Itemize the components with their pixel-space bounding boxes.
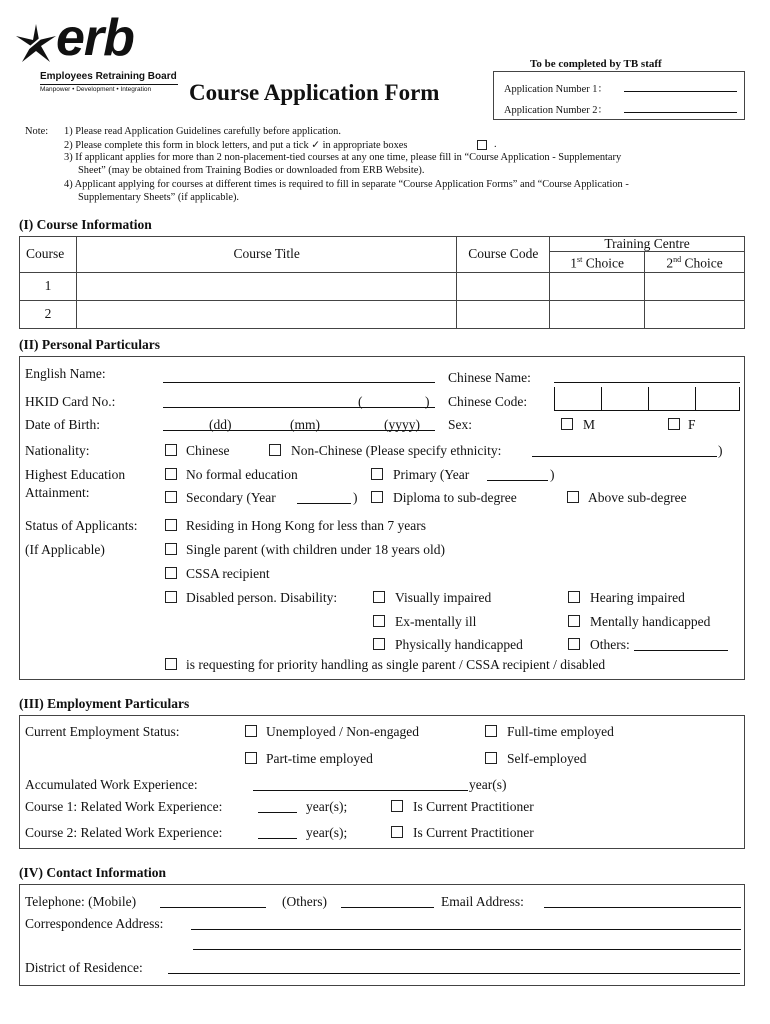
staff-box-heading: To be completed by TB staff — [530, 58, 662, 70]
logo-rule — [40, 84, 178, 85]
course2-practitioner-checkbox[interactable] — [391, 826, 403, 838]
disability-ex-mental-label: Ex-mentally ill — [395, 614, 477, 629]
nationality-non-chinese-checkbox[interactable] — [269, 444, 281, 456]
edu-primary-checkbox[interactable] — [371, 468, 383, 480]
disability-ex-mental-checkbox[interactable] — [373, 615, 385, 627]
dob-dd: (dd) — [209, 417, 232, 432]
nationality-label: Nationality: — [25, 443, 90, 458]
hkid-open-paren: ( — [358, 394, 363, 409]
course-code-cell[interactable] — [457, 272, 550, 300]
disability-others-field[interactable] — [634, 650, 728, 651]
address-label: Correspondence Address: — [25, 916, 164, 931]
disability-physical-label: Physically handicapped — [395, 637, 523, 652]
english-name-field[interactable] — [163, 382, 435, 383]
employment-self-label: Self-employed — [507, 751, 587, 766]
row-number: 1 — [20, 272, 77, 300]
disability-visual-label: Visually impaired — [395, 590, 492, 605]
note-4b: Supplementary Sheets” (if applicable). — [78, 192, 239, 203]
status-if-applicable: (If Applicable) — [25, 542, 105, 557]
note-3a: 3) If applicant applies for more than 2 non-placement-tied courses at any one time, please fill in “Course Application - Supplementary — [64, 152, 622, 163]
employment-fulltime-label: Full-time employed — [507, 724, 614, 739]
note-2: 2) Please complete this form in block letters, and put a tick ✓ in appropriate boxes — [64, 140, 408, 151]
first-choice-cell[interactable] — [550, 272, 645, 300]
notes-label: Note: — [25, 126, 49, 137]
dob-yyyy: (yyyy) — [384, 417, 420, 432]
telephone-mobile-label: Telephone: (Mobile) — [25, 894, 137, 909]
edu-primary-year-field[interactable] — [487, 480, 548, 481]
district-field[interactable] — [168, 973, 740, 974]
section-2-title: (II) Personal Particulars — [19, 337, 160, 352]
course2-experience-field[interactable] — [258, 838, 297, 839]
table-row — [20, 272, 745, 300]
employment-unemployed-label: Unemployed / Non-engaged — [266, 724, 419, 739]
course1-experience-field[interactable] — [258, 812, 297, 813]
address-field-line-2[interactable] — [193, 949, 741, 950]
chinese-name-field[interactable] — [554, 382, 740, 383]
status-cssa-label: CSSA recipient — [186, 566, 270, 581]
accumulated-label: Accumulated Work Experience: — [25, 777, 198, 792]
col-training-centre: Training Centre — [550, 237, 745, 252]
ethnicity-field[interactable] — [532, 456, 717, 457]
sex-female-checkbox[interactable] — [668, 418, 680, 430]
email-label: Email Address: — [441, 894, 524, 909]
chinese-code-label: Chinese Code: — [448, 394, 528, 409]
status-single-parent-checkbox[interactable] — [165, 543, 177, 555]
edu-secondary-checkbox[interactable] — [165, 491, 177, 503]
logo-tagline: Manpower • Development • Integration — [40, 86, 152, 93]
disability-mental-label: Mentally handicapped — [590, 614, 711, 629]
edu-no-formal-label: No formal education — [186, 467, 298, 482]
course-title-cell[interactable] — [76, 300, 456, 328]
telephone-others-label: (Others) — [282, 894, 327, 909]
nationality-chinese-label: Chinese — [186, 443, 230, 458]
edu-secondary-close: ) — [353, 490, 358, 505]
course1-practitioner-label: Is Current Practitioner — [413, 799, 534, 814]
course2-experience-label: Course 2: Related Work Experience: — [25, 825, 223, 840]
example-checkbox — [477, 140, 487, 150]
app-number-2-label: Application Number 2： — [504, 105, 608, 116]
dob-mm: (mm) — [290, 417, 320, 432]
employment-parttime-label: Part-time employed — [266, 751, 373, 766]
course1-practitioner-checkbox[interactable] — [391, 800, 403, 812]
address-field-line-1[interactable] — [191, 929, 741, 930]
course1-experience-label: Course 1: Related Work Experience: — [25, 799, 223, 814]
course-code-cell[interactable] — [457, 300, 550, 328]
row-number: 2 — [20, 300, 77, 328]
edu-above-sub-checkbox[interactable] — [567, 491, 579, 503]
edu-diploma-checkbox[interactable] — [371, 491, 383, 503]
course1-years: year(s); — [306, 799, 348, 814]
logo-org-name: Employees Retraining Board — [40, 71, 177, 82]
hkid-field[interactable] — [163, 407, 435, 408]
employment-self-checkbox[interactable] — [485, 752, 497, 764]
col-course-code: Course Code — [457, 237, 550, 273]
status-residing-checkbox[interactable] — [165, 519, 177, 531]
telephone-others-field[interactable] — [341, 907, 434, 908]
disability-hearing-checkbox[interactable] — [568, 591, 580, 603]
education-label-2: Attainment: — [25, 485, 90, 500]
edu-secondary-year-field[interactable] — [297, 503, 351, 504]
course2-practitioner-label: Is Current Practitioner — [413, 825, 534, 840]
col-course-title: Course Title — [76, 237, 456, 273]
erb-star-icon — [14, 22, 58, 66]
section-3-title: (III) Employment Particulars — [19, 696, 190, 711]
employment-parttime-checkbox[interactable] — [245, 752, 257, 764]
col-second-choice: 2nd Choice — [645, 252, 745, 273]
disability-hearing-label: Hearing impaired — [590, 590, 685, 605]
ethnicity-close-paren: ) — [718, 443, 723, 458]
section-4-title: (IV) Contact Information — [19, 865, 166, 880]
english-name-label: English Name: — [25, 366, 106, 381]
edu-diploma-label: Diploma to sub-degree — [393, 490, 517, 505]
app-number-2-field[interactable] — [624, 112, 737, 113]
status-cssa-checkbox[interactable] — [165, 567, 177, 579]
district-label: District of Residence: — [25, 960, 143, 975]
status-residing-label: Residing in Hong Kong for less than 7 years — [186, 518, 426, 533]
first-choice-cell[interactable] — [550, 300, 645, 328]
hkid-close-paren: ) — [425, 394, 430, 409]
edu-primary-close: ) — [550, 467, 555, 482]
hkid-label: HKID Card No.: — [25, 394, 116, 409]
status-label: Status of Applicants: — [25, 518, 138, 533]
email-field[interactable] — [544, 907, 741, 908]
education-label-1: Highest Education — [25, 467, 126, 482]
sex-male-label: M — [583, 417, 596, 432]
edu-above-sub-label: Above sub-degree — [588, 490, 687, 505]
col-course: Course — [20, 237, 77, 273]
priority-label: is requesting for priority handling as single parent / CSSA recipient / disabled — [186, 657, 606, 672]
edu-no-formal-checkbox[interactable] — [165, 468, 177, 480]
second-choice-cell[interactable] — [645, 300, 745, 328]
disability-physical-checkbox[interactable] — [373, 638, 385, 650]
col-first-choice: 1st Choice — [550, 252, 645, 273]
dob-label: Date of Birth: — [25, 417, 100, 432]
app-number-1-field[interactable] — [624, 91, 737, 92]
second-choice-cell[interactable] — [645, 272, 745, 300]
form-title: Course Application Form — [189, 80, 440, 105]
disability-others-checkbox[interactable] — [568, 638, 580, 650]
accumulated-years: year(s) — [469, 777, 507, 792]
note-2-end: . — [494, 139, 497, 150]
sex-male-checkbox[interactable] — [561, 418, 573, 430]
nationality-non-chinese-label: Non-Chinese (Please specify ethnicity: — [291, 443, 502, 458]
table-row — [20, 300, 745, 328]
note-3b: Sheet” (may be obtained from Training Bodies or downloaded from ERB Website). — [78, 165, 425, 176]
priority-checkbox[interactable] — [165, 658, 177, 670]
disability-others-label: Others: — [590, 637, 630, 652]
chinese-code-boxes[interactable] — [554, 387, 740, 411]
employment-unemployed-checkbox[interactable] — [245, 725, 257, 737]
status-disabled-label: Disabled person. Disability: — [186, 590, 338, 605]
edu-primary-label: Primary (Year — [393, 467, 470, 482]
note-1: 1) Please read Application Guidelines carefully before application. — [64, 126, 341, 137]
sex-female-label: F — [688, 417, 696, 432]
employment-fulltime-checkbox[interactable] — [485, 725, 497, 737]
note-4a: 4) Applicant applying for courses at different times is required to fill in separate “Course Application Forms” and “Course Application - — [64, 179, 629, 190]
section-1-title: (I) Course Information — [19, 217, 152, 232]
accumulated-field[interactable] — [253, 790, 468, 791]
disability-mental-checkbox[interactable] — [568, 615, 580, 627]
disability-visual-checkbox[interactable] — [373, 591, 385, 603]
telephone-mobile-field[interactable] — [160, 907, 266, 908]
course-table — [19, 236, 745, 329]
nationality-chinese-checkbox[interactable] — [165, 444, 177, 456]
course-title-cell[interactable] — [76, 272, 456, 300]
edu-secondary-label: Secondary (Year — [186, 490, 276, 505]
sex-label: Sex: — [448, 417, 473, 432]
app-number-1-label: Application Number 1： — [504, 84, 608, 95]
status-single-parent-label: Single parent (with children under 18 years old) — [186, 542, 446, 557]
employment-status-label: Current Employment Status: — [25, 724, 180, 739]
logo-wordmark: erb — [56, 9, 134, 67]
chinese-name-label: Chinese Name: — [448, 370, 531, 385]
course2-years: year(s); — [306, 825, 348, 840]
status-disabled-checkbox[interactable] — [165, 591, 177, 603]
